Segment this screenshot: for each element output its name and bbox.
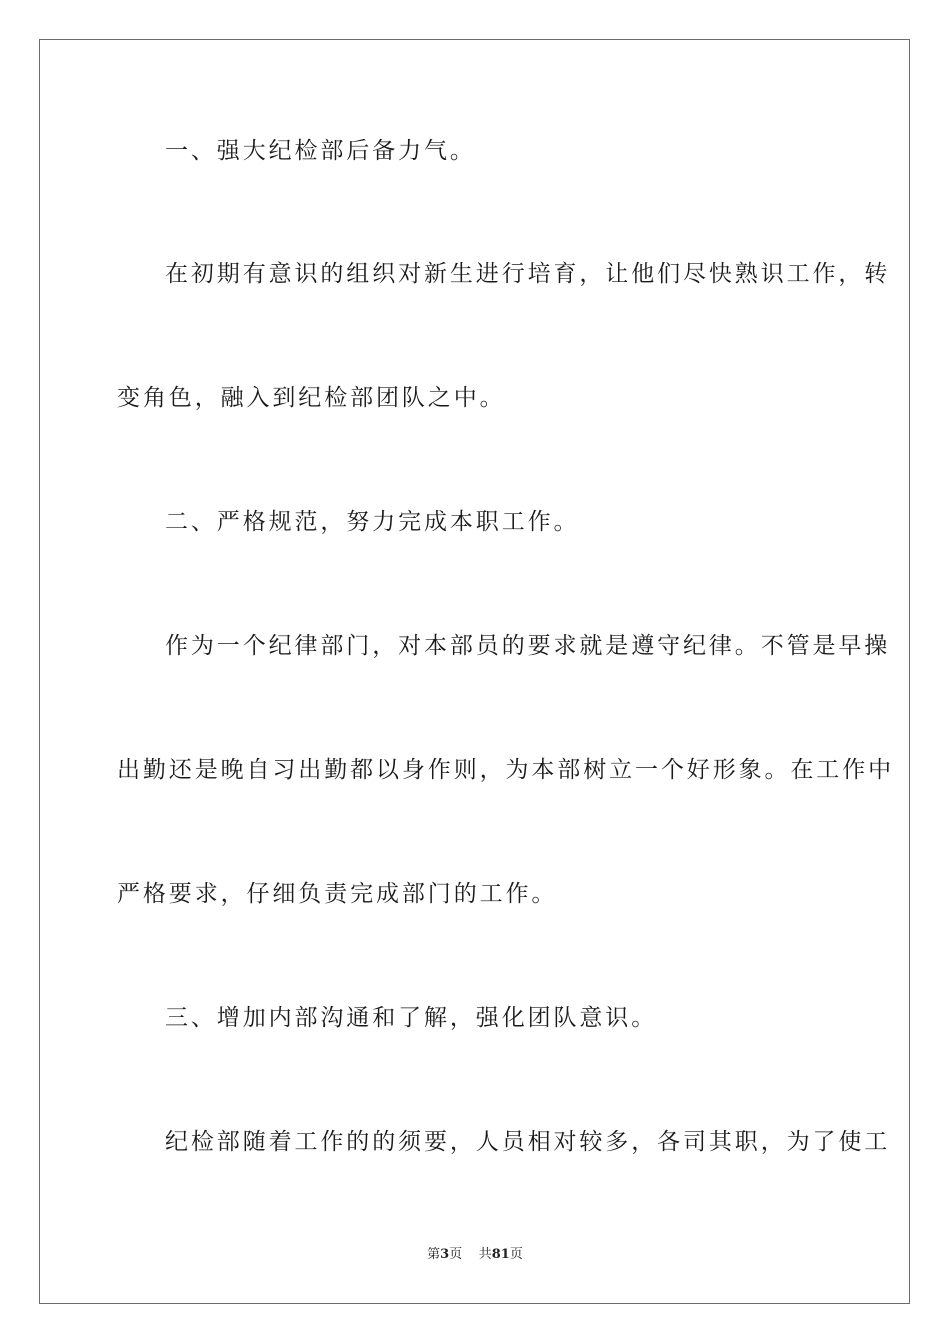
- paragraph-2-line-1: 作为一个纪律部门，对本部员的要求就是遵守纪律。不管是早操: [165, 633, 891, 659]
- paragraph-2-line-3: 严格要求，仔细负责完成部门的工作。: [117, 881, 558, 907]
- paragraph-2-line-2: 出勤还是晚自习出勤都以身作则，为本部树立一个好形象。在工作中: [117, 757, 894, 783]
- paragraph-1-line-1: 在初期有意识的组织对新生进行培育，让他们尽快熟识工作，转: [165, 261, 891, 287]
- page-prefix: 第: [427, 1247, 441, 1262]
- heading-section-1: 一、强大纪检部后备力气。: [165, 138, 476, 164]
- page-footer: [0, 1246, 950, 1264]
- page-border: [39, 39, 910, 1304]
- total-prefix: 共: [478, 1247, 492, 1262]
- heading-section-3: 三、增加内部沟通和了解，强化团队意识。: [165, 1005, 658, 1031]
- paragraph-3-line-1: 纪检部随着工作的的须要，人员相对较多，各司其职，为了使工: [165, 1129, 891, 1155]
- total-pages: 81: [491, 1247, 510, 1262]
- heading-section-2: 二、严格规范，努力完成本职工作。: [165, 509, 580, 535]
- page-suffix: 页: [449, 1247, 463, 1262]
- page-number: 3: [440, 1247, 450, 1262]
- paragraph-1-line-2: 变角色，融入到纪检部团队之中。: [117, 385, 506, 411]
- total-suffix: 页: [509, 1247, 523, 1262]
